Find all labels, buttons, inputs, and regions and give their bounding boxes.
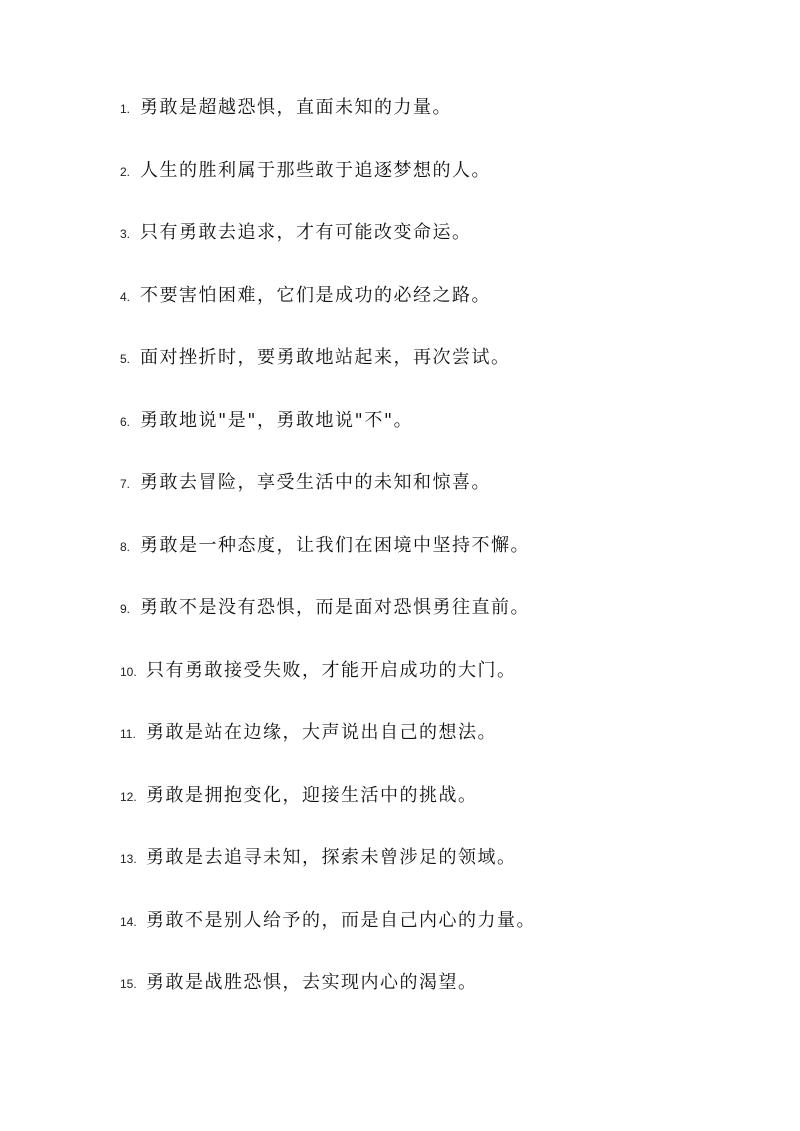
item-text: 只有勇敢去追求，才有可能改变命运。 [140, 222, 472, 243]
list-item [120, 779, 536, 842]
list-item [120, 216, 536, 279]
item-number: 10. [120, 664, 137, 679]
list-item [120, 716, 536, 779]
item-number: 15. [120, 977, 137, 991]
list-item [120, 591, 536, 654]
item-number: 4. [120, 289, 131, 304]
list-item [120, 466, 536, 529]
list-item [120, 341, 536, 404]
item-number: 12. [120, 789, 137, 804]
item-text: 勇敢是站在边缘，大声说出自己的想法。 [146, 722, 497, 743]
item-number: 2. [120, 164, 131, 179]
item-number: 8. [120, 539, 131, 554]
item-text: 勇敢地说"是"，勇敢地说"不"。 [140, 409, 414, 431]
list-item [120, 279, 536, 342]
list-item [120, 841, 536, 904]
item-text: 面对挫折时，要勇敢地站起来，再次尝试。 [140, 347, 511, 368]
list-item [120, 91, 536, 154]
item-text: 勇敢是战胜恐惧，去实现内心的渴望。 [146, 972, 478, 993]
item-number: 3. [120, 227, 131, 241]
item-number: 6. [120, 414, 131, 429]
item-text: 勇敢是去追寻未知，探索未曾涉足的领域。 [146, 847, 517, 868]
item-text: 勇敢是一种态度，让我们在困境中坚持不懈。 [140, 534, 530, 556]
item-text: 勇敢是超越恐惧，直面未知的力量。 [140, 97, 452, 118]
item-text: 只有勇敢接受失败，才能开启成功的大门。 [146, 659, 517, 681]
list-item [120, 904, 536, 967]
item-number: 1. [120, 102, 131, 116]
list-item [120, 404, 536, 467]
item-text: 勇敢是拥抱变化，迎接生活中的挑战。 [146, 784, 478, 806]
item-text: 勇敢不是别人给予的，而是自己内心的力量。 [146, 909, 536, 931]
item-text: 勇敢不是没有恐惧，而是面对恐惧勇往直前。 [140, 597, 530, 618]
quote-list [120, 91, 536, 1029]
list-item [120, 966, 536, 1029]
list-item [120, 529, 536, 592]
item-number: 11. [120, 727, 136, 741]
item-number: 5. [120, 352, 131, 366]
item-text: 不要害怕困难，它们是成功的必经之路。 [140, 284, 491, 306]
item-number: 9. [120, 602, 131, 616]
list-item [120, 654, 536, 717]
item-number: 7. [120, 477, 131, 491]
item-number: 13. [120, 852, 137, 866]
list-item [120, 154, 536, 217]
item-text: 勇敢去冒险，享受生活中的未知和惊喜。 [140, 472, 491, 493]
item-number: 14. [120, 914, 137, 929]
item-text: 人生的胜利属于那些敢于追逐梦想的人。 [140, 159, 491, 181]
